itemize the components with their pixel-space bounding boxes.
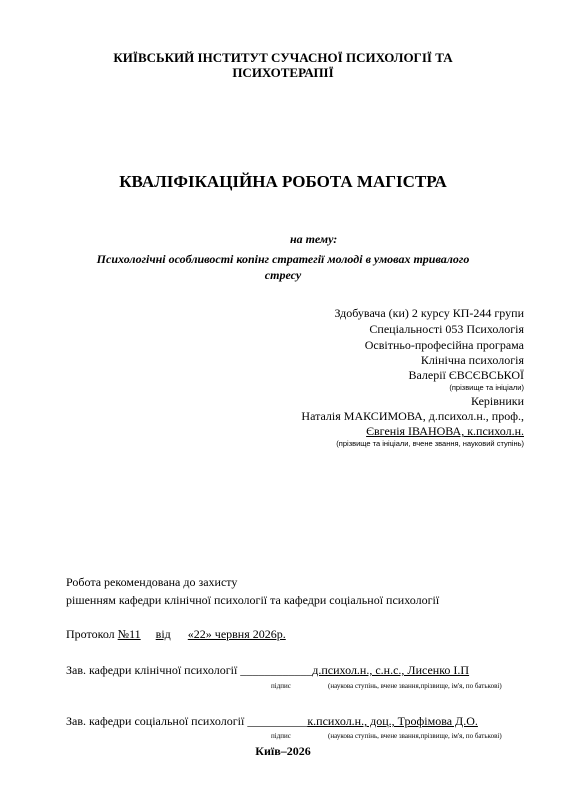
supervisors-caption: (прізвище та ініціали, вчене звання, науковий ступінь) <box>336 439 524 448</box>
institution-name-line2: ПСИХОТЕРАПІЇ <box>232 65 334 80</box>
student-name-caption: (прізвище та ініціали) <box>449 383 524 392</box>
institution-name-line1: КИЇВСЬКИЙ ІНСТИТУТ СУЧАСНОЇ ПСИХОЛОГІЇ ТА <box>113 50 453 65</box>
supervisor-1: Наталія МАКСИМОВА, д.психол.н., проф., <box>301 409 524 423</box>
head-social-caption-info: (наукова ступінь, вчене звання,прізвище, ім'я, по батькові) <box>328 732 502 740</box>
recommendation-line2: рішенням кафедри клінічної психології та кафедри соціальної психології <box>66 593 440 607</box>
protocol-number: №11 <box>117 627 141 641</box>
protocol-from: від <box>155 627 171 641</box>
recommendation-line1: Робота рекомендована до захисту <box>66 575 238 589</box>
student-program-name: Клінічна психологія <box>420 353 524 367</box>
student-name: Валерії ЄВСЄВСЬКОЇ <box>408 368 524 382</box>
head-social-signature-blank: __________ <box>247 714 308 728</box>
head-clinical-caption-sign: підпис <box>271 682 291 690</box>
protocol-date: «22» червня 2026р. <box>187 627 286 641</box>
supervisors-label: Керівники <box>471 394 524 408</box>
head-clinical-signature-blank: ____________ <box>240 663 313 677</box>
student-program: Освітньо-професійна програма <box>364 338 524 352</box>
head-social-label: Зав. кафедри соціальної психології <box>66 714 245 728</box>
work-title: КВАЛІФІКАЦІЙНА РОБОТА МАГІСТРА <box>119 172 447 191</box>
topic-line2: стресу <box>264 268 302 282</box>
head-clinical-caption-info: (наукова ступінь, вчене звання,прізвище, ім'я, по батькові) <box>328 682 502 690</box>
city-year: Київ–2026 <box>255 744 311 758</box>
head-clinical-value: д.психол.н., с.н.с., Лисенко І.П <box>312 663 470 677</box>
head-social-line <box>66 714 478 729</box>
supervisor-2: Євгенія ІВАНОВА, к.психол.н. <box>366 424 524 438</box>
topic-line1: Психологічні особливості копінг стратегії молоді в умовах тривалого <box>96 252 470 266</box>
head-clinical-line <box>66 663 469 678</box>
head-clinical-label: Зав. кафедри клінічної психології <box>66 663 238 677</box>
head-social-value: к.психол.н., доц., Трофімова Д.О. <box>307 714 478 728</box>
topic-label: на тему: <box>290 232 338 246</box>
protocol-line <box>66 627 298 642</box>
student-specialty: Спеціальності 053 Психологія <box>369 322 524 336</box>
head-social-caption-sign: підпис <box>271 732 291 740</box>
student-course: Здобувача (ки) 2 курсу КП-244 групи <box>334 306 524 320</box>
protocol-label: Протокол <box>66 627 115 641</box>
